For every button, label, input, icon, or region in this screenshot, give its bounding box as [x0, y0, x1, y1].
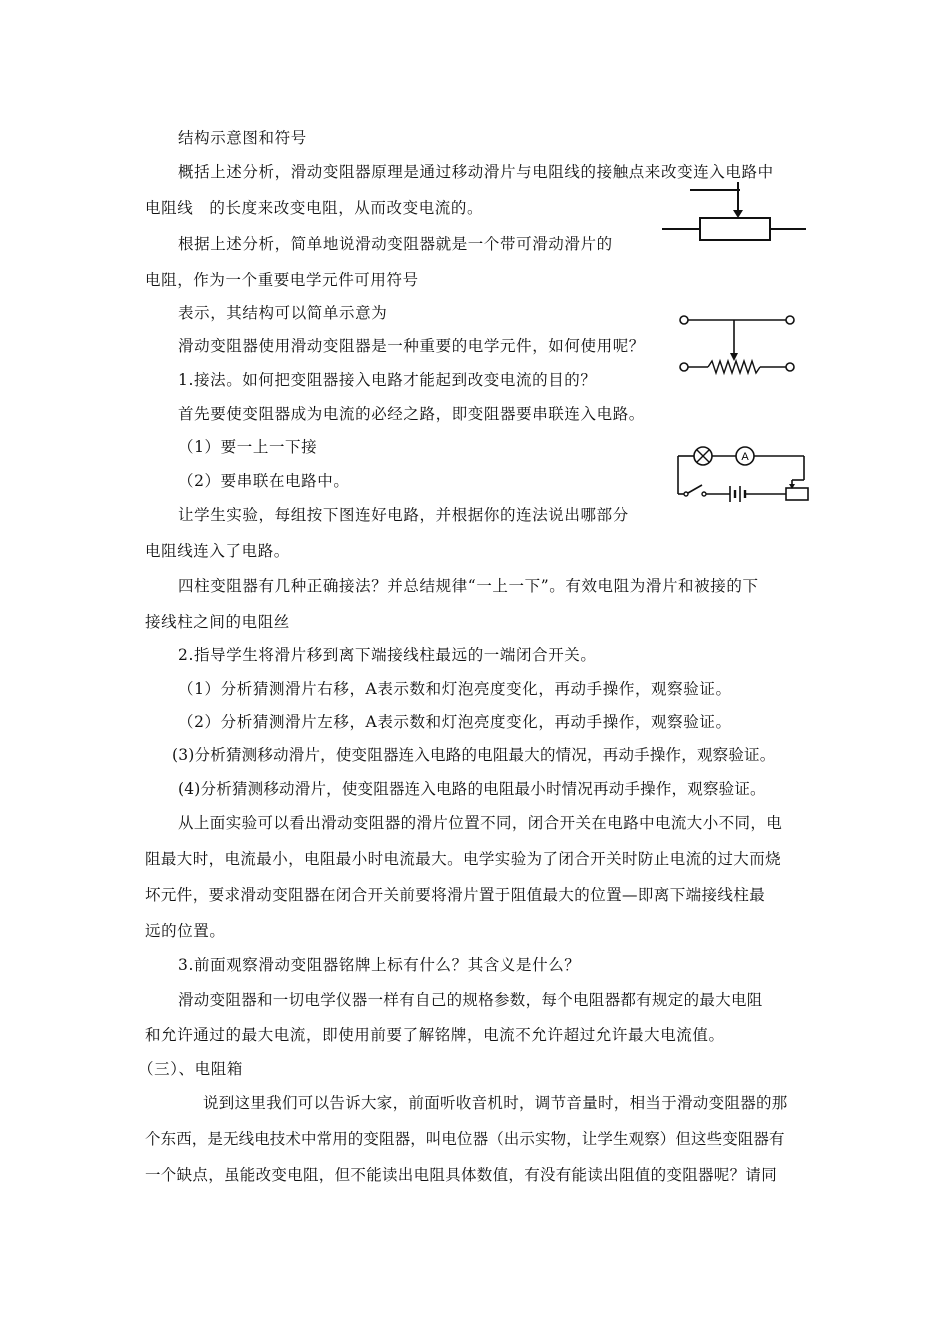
text-line: 说到这里我们可以告诉大家，前面听收音机时，调节音量时，相当于滑动变阻器的那: [203, 1094, 788, 1112]
text-line: 概括上述分析，滑动变阻器原理是通过移动滑片与电阻线的接触点来改变连入电路中: [178, 163, 774, 181]
text-line: 个东西，是无线电技术中常用的变阻器，叫电位器（出示实物，让学生观察）但这些变阻器有: [145, 1130, 785, 1148]
rheostat-symbol-figure: [660, 180, 810, 250]
text-line: 接线柱之间的电阻丝: [145, 613, 290, 631]
text-line: (4)分析猜测移动滑片，使变阻器连入电路的电阻最小时情况再动手操作，观察验证。: [178, 780, 766, 798]
circuit-diagram-icon: [672, 440, 812, 510]
text-line: 3.前面观察滑动变阻器铭牌上标有什么？其含义是什么？: [178, 956, 581, 974]
text-line: 电阻，作为一个重要电学元件可用符号: [145, 271, 419, 289]
text-line: (3)分析猜测移动滑片，使变阻器连入电路的电阻最大的情况，再动手操作，观察验证。: [172, 746, 776, 764]
text-line: 从上面实验可以看出滑动变阻器的滑片位置不同，闭合开关在电路中电流大小不同，电: [178, 814, 783, 832]
text-line: 结构示意图和符号: [178, 129, 307, 147]
text-line: 根据上述分析，简单地说滑动变阻器就是一个带可滑动滑片的: [178, 235, 613, 253]
text-line: 四柱变阻器有几种正确接法？并总结规律“一上一下”。有效电阻为滑片和被接的下: [178, 577, 759, 595]
text-line: 一个缺点，虽能改变电阻，但不能读出电阻具体数值，有没有能读出阻值的变阻器呢？请同: [145, 1166, 778, 1184]
rheostat-structure-figure: [672, 305, 807, 380]
text-line: 2.指导学生将滑片移到离下端接线柱最远的一端闭合开关。: [178, 646, 597, 664]
text-line: （2）分析猜测滑片左移，A表示数和灯泡亮度变化，再动手操作，观察验证。: [178, 713, 732, 731]
text-line: 电阻线连入了电路。: [145, 542, 290, 560]
text-line: 首先要使变阻器成为电流的必经之路，即变阻器要串联连入电路。: [178, 405, 645, 423]
text-line: 和允许通过的最大电流，即使用前要了解铭牌，电流不允许超过允许最大电流值。: [145, 1026, 725, 1044]
text-line: 表示，其结构可以简单示意为: [178, 304, 388, 322]
rheostat-structure-icon: [672, 305, 807, 380]
ammeter-label: A: [741, 451, 749, 463]
text-line: 1.接法。如何把变阻器接入电路才能起到改变电流的目的？: [178, 371, 597, 389]
text-line: （2）要串联在电路中。: [178, 472, 350, 490]
section-heading: （三）、电阻箱: [138, 1060, 243, 1078]
text-line: 电阻线 的长度来改变电阻，从而改变电流的。: [145, 199, 484, 217]
text-line: （1）要一上一下接: [178, 438, 318, 456]
rheostat-icon: [786, 488, 808, 500]
experiment-circuit-figure: [672, 440, 812, 510]
text-line: 远的位置。: [145, 922, 226, 940]
text-line: 滑动变阻器和一切电学仪器一样有自己的规格参数，每个电阻器都有规定的最大电阻: [178, 991, 763, 1009]
text-line: 让学生实验，每组按下图连好电路，并根据你的连法说出哪部分: [178, 506, 629, 524]
text-line: （1）分析猜测滑片右移，A表示数和灯泡亮度变化，再动手操作，观察验证。: [178, 680, 732, 698]
text-line: 滑动变阻器使用滑动变阻器是一种重要的电学元件，如何使用呢？: [178, 337, 645, 355]
text-line: 阻最大时，电流最小，电阻最小时电流最大。电学实验为了闭合开关时防止电流的过大而烧: [145, 850, 782, 868]
switch-icon: [684, 492, 688, 496]
rheostat-symbol-icon: [660, 180, 810, 250]
text-line: 坏元件，要求滑动变阻器在闭合开关前要将滑片置于阻值最大的位置—即离下端接线柱最: [145, 886, 766, 904]
